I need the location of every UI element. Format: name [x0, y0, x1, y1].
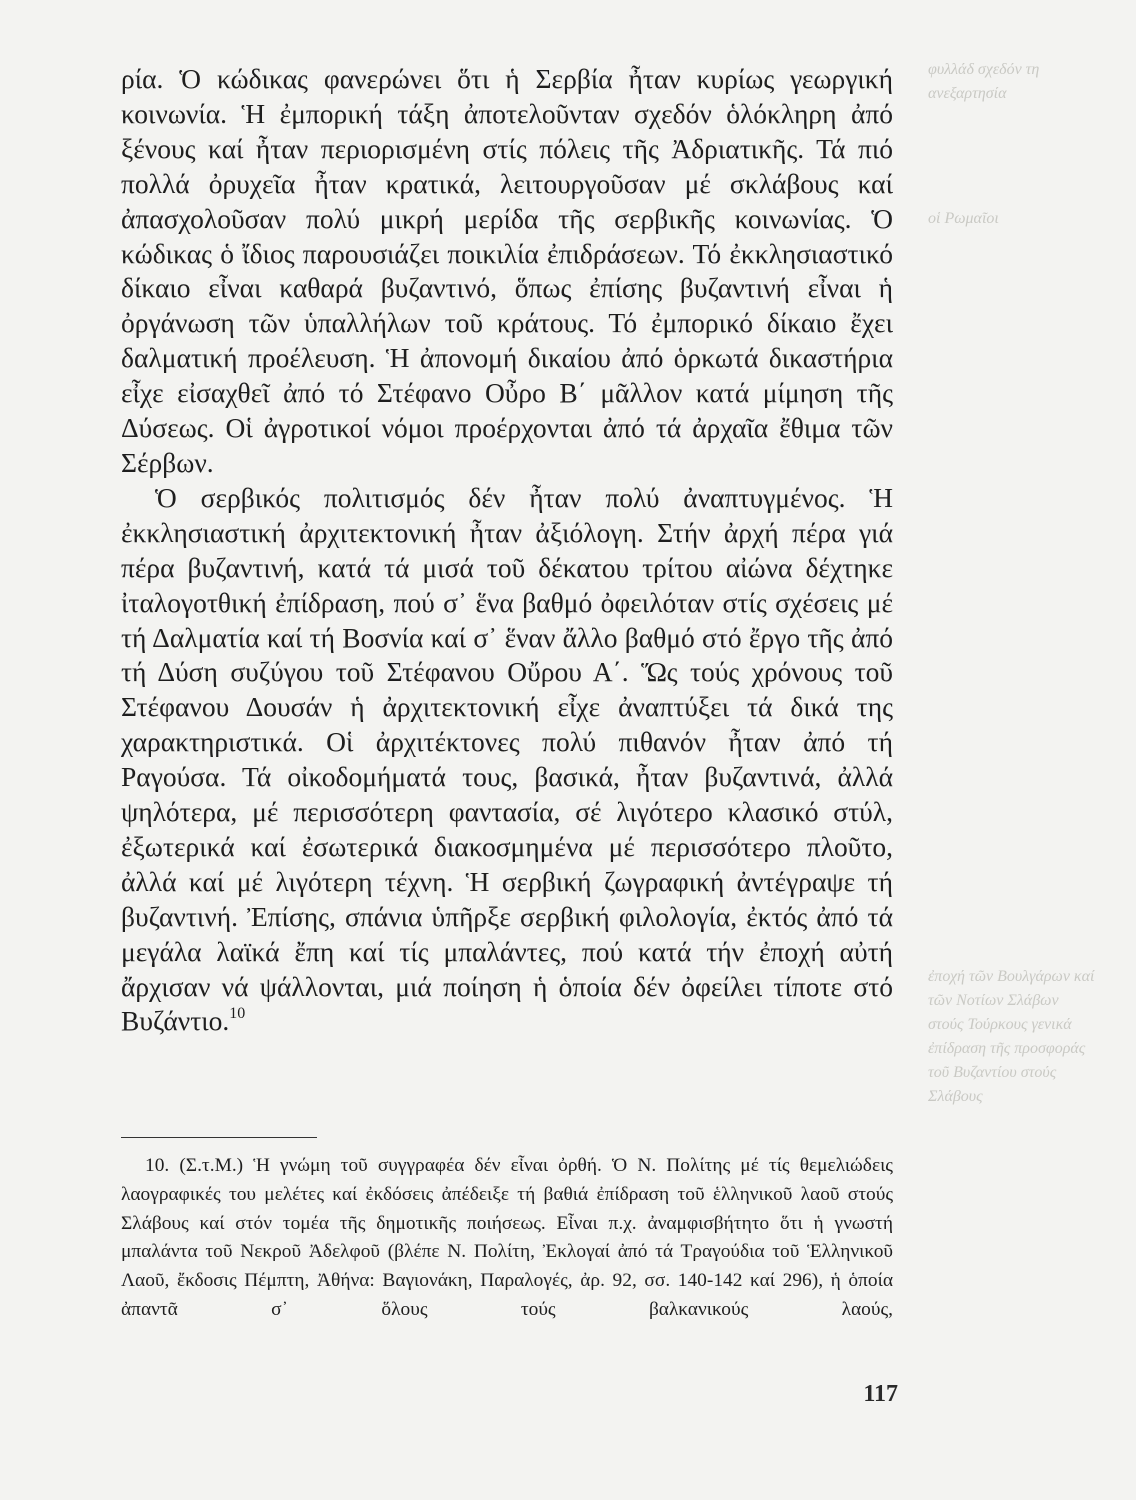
footnote-divider: [121, 1137, 317, 1138]
bleed-through-margin-note-lower: ἐποχή τῶν Βουλγάρων καί τῶν Νοτίων Σλάβων στούς Τούρκους γενικά ἐπίδραση τῆς προσφοράς τοῦ Βυζαντίου στούς Σλάβους: [928, 968, 1095, 1105]
footnote-number: 10.: [145, 1155, 170, 1176]
footnote-reference[interactable]: 10: [229, 1005, 246, 1023]
paragraph-code-of-law: [121, 62, 893, 481]
paragraph-code-of-law-text: ρία. Ὁ κώδικας φανερώνει ὅτι ἡ Σερβία ἦταν κυρίως γεωργική κοινωνία. Ἡ ἐμπορική τάξη ἀποτελοῦνταν σχεδόν ὁλόκληρη ἀπό ξένους καί ἦταν περιορισμένη στίς πόλεις τῆς Ἀδριατικῆς. Τά πιό πολλά ὀρυχεῖα ἦταν κρατικά, λειτουργοῦσαν μέ σκλάβους καί ἀπασχολοῦσαν πολύ μικρή μερίδα τῆς σερβικῆς κοινωνίας. Ὁ κώδικας ὁ ἴδιος παρουσιάζει ποικιλία ἐπιδράσεων. Τό ἐκκλησιαστικό δίκαιο εἶναι καθαρά βυζαντινό, ὅπως ἐπίσης βυζαντινή εἶναι ἡ ὀργάνωση τῶν ὑπαλλήλων τοῦ κράτους. Τό ἐμπορικό δίκαιο ἔχει δαλματική προέλευση. Ἡ ἀπονομή δικαίου ἀπό ὁρκωτά δικαστήρια εἶχε εἰσαχθεῖ ἀπό τό Στέφανο Οὖρο Β΄ μᾶλλον κατά μίμηση τῆς Δύσεως. Οἱ ἀγροτικοί νόμοι προέρχονται ἀπό τά ἀρχαῖα ἔθιμα τῶν Σέρβων.: [121, 63, 893, 478]
paragraph-serbian-culture: [121, 481, 893, 1040]
page-number: 117: [863, 1381, 898, 1407]
paragraph-serbian-culture-text: Ὁ σερβικός πολιτισμός δέν ἦταν πολύ ἀναπτυγμένος. Ἡ ἐκκλησιαστική ἀρχιτεκτονική ἦταν ἀξιόλογη. Στήν ἀρχή πέρα γιά πέρα βυζαντινή, κατά τά μισά τοῦ δέκατου τρίτου αἰώνα δέχτηκε ἰταλογοτθική ἐπίδραση, πού σ᾽ ἕνα βαθμό ὀφειλόταν στίς σχέσεις μέ τή Δαλματία καί τή Βοσνία καί σ᾽ ἕναν ἄλλο βαθμό στό ἔργο τῆς ἀπό τή Δύση συζύγου τοῦ Στέφανου Οὔρου Α΄. Ὥς τούς χρόνους τοῦ Στέφανου Δουσάν ἡ ἀρχιτεκτονική εἶχε ἀναπτύξει τά δικά της χαρακτηριστικά. Οἱ ἀρχιτέκτονες πολύ πιθανόν ἦταν ἀπό τή Ραγούσα. Τά οἰκοδομήματά τους, βασικά, ἦταν βυζαντινά, ἀλλά ψηλότερα, μέ περισσότερη φαντασία, σέ λιγότερο κλασικό στύλ, ἐξωτερικά καί ἐσωτερικά διακοσμημένα μέ περισσότερο πλοῦτο, ἀλλά καί μέ λιγότερη τέχνη. Ἡ σερβική ζωγραφική ἀντέγραψε τή βυζαντινή. Ἐπίσης, σπάνια ὑπῆρξε σερβική φιλολογία, ἐκτός ἀπό τά μεγάλα λαϊκά ἔπη καί τίς μπαλάντες, πού κατά τήν ἐποχή αὐτή ἄρχισαν νά ψάλλονται, μιά ποίηση ἡ ὁποία δέν ὀφείλει τίποτε στό Βυζάντιο.: [121, 481, 893, 1037]
bleed-through-margin-note-top: φυλλάδ σχεδόν τη ανεξαρτησία: [928, 61, 1040, 102]
bleed-through-margin-note-middle: οἱ Ρωμαῖοι: [928, 210, 999, 227]
footnote-text: (Σ.τ.Μ.) Ἡ γνώμη τοῦ συγγραφέα δέν εἶναι ὀρθή. Ὁ Ν. Πολίτης μέ τίς θεμελιώδεις λαογραφικές του μελέτες καί ἐκδόσεις ἀπέδειξε τή βαθιά ἐπίδραση τοῦ ἑλληνικοῦ λαοῦ στούς Σλάβους καί στόν τομέα τῆς δημοτικῆς ποιήσεως. Εἶναι π.χ. ἀναμφισβήτητο ὅτι ἡ γνωστή μπαλάντα τοῦ Νεκροῦ Ἀδελφοῦ (βλέπε Ν. Πολίτη, Ἐκλογαί ἀπό τά Τραγούδια τοῦ Ἑλληνικοῦ Λαοῦ, ἔκδοσις Πέμπτη, Ἀθήνα: Βαγιονάκη, Παραλογές, ἀρ. 92, σσ. 140-142 καί 296), ἡ ὁποία ἀπαντᾶ σ᾽ ὅλους τούς βαλκανικούς λαούς,: [121, 1155, 893, 1320]
footnote: [121, 1152, 893, 1325]
main-text: [121, 62, 893, 1039]
